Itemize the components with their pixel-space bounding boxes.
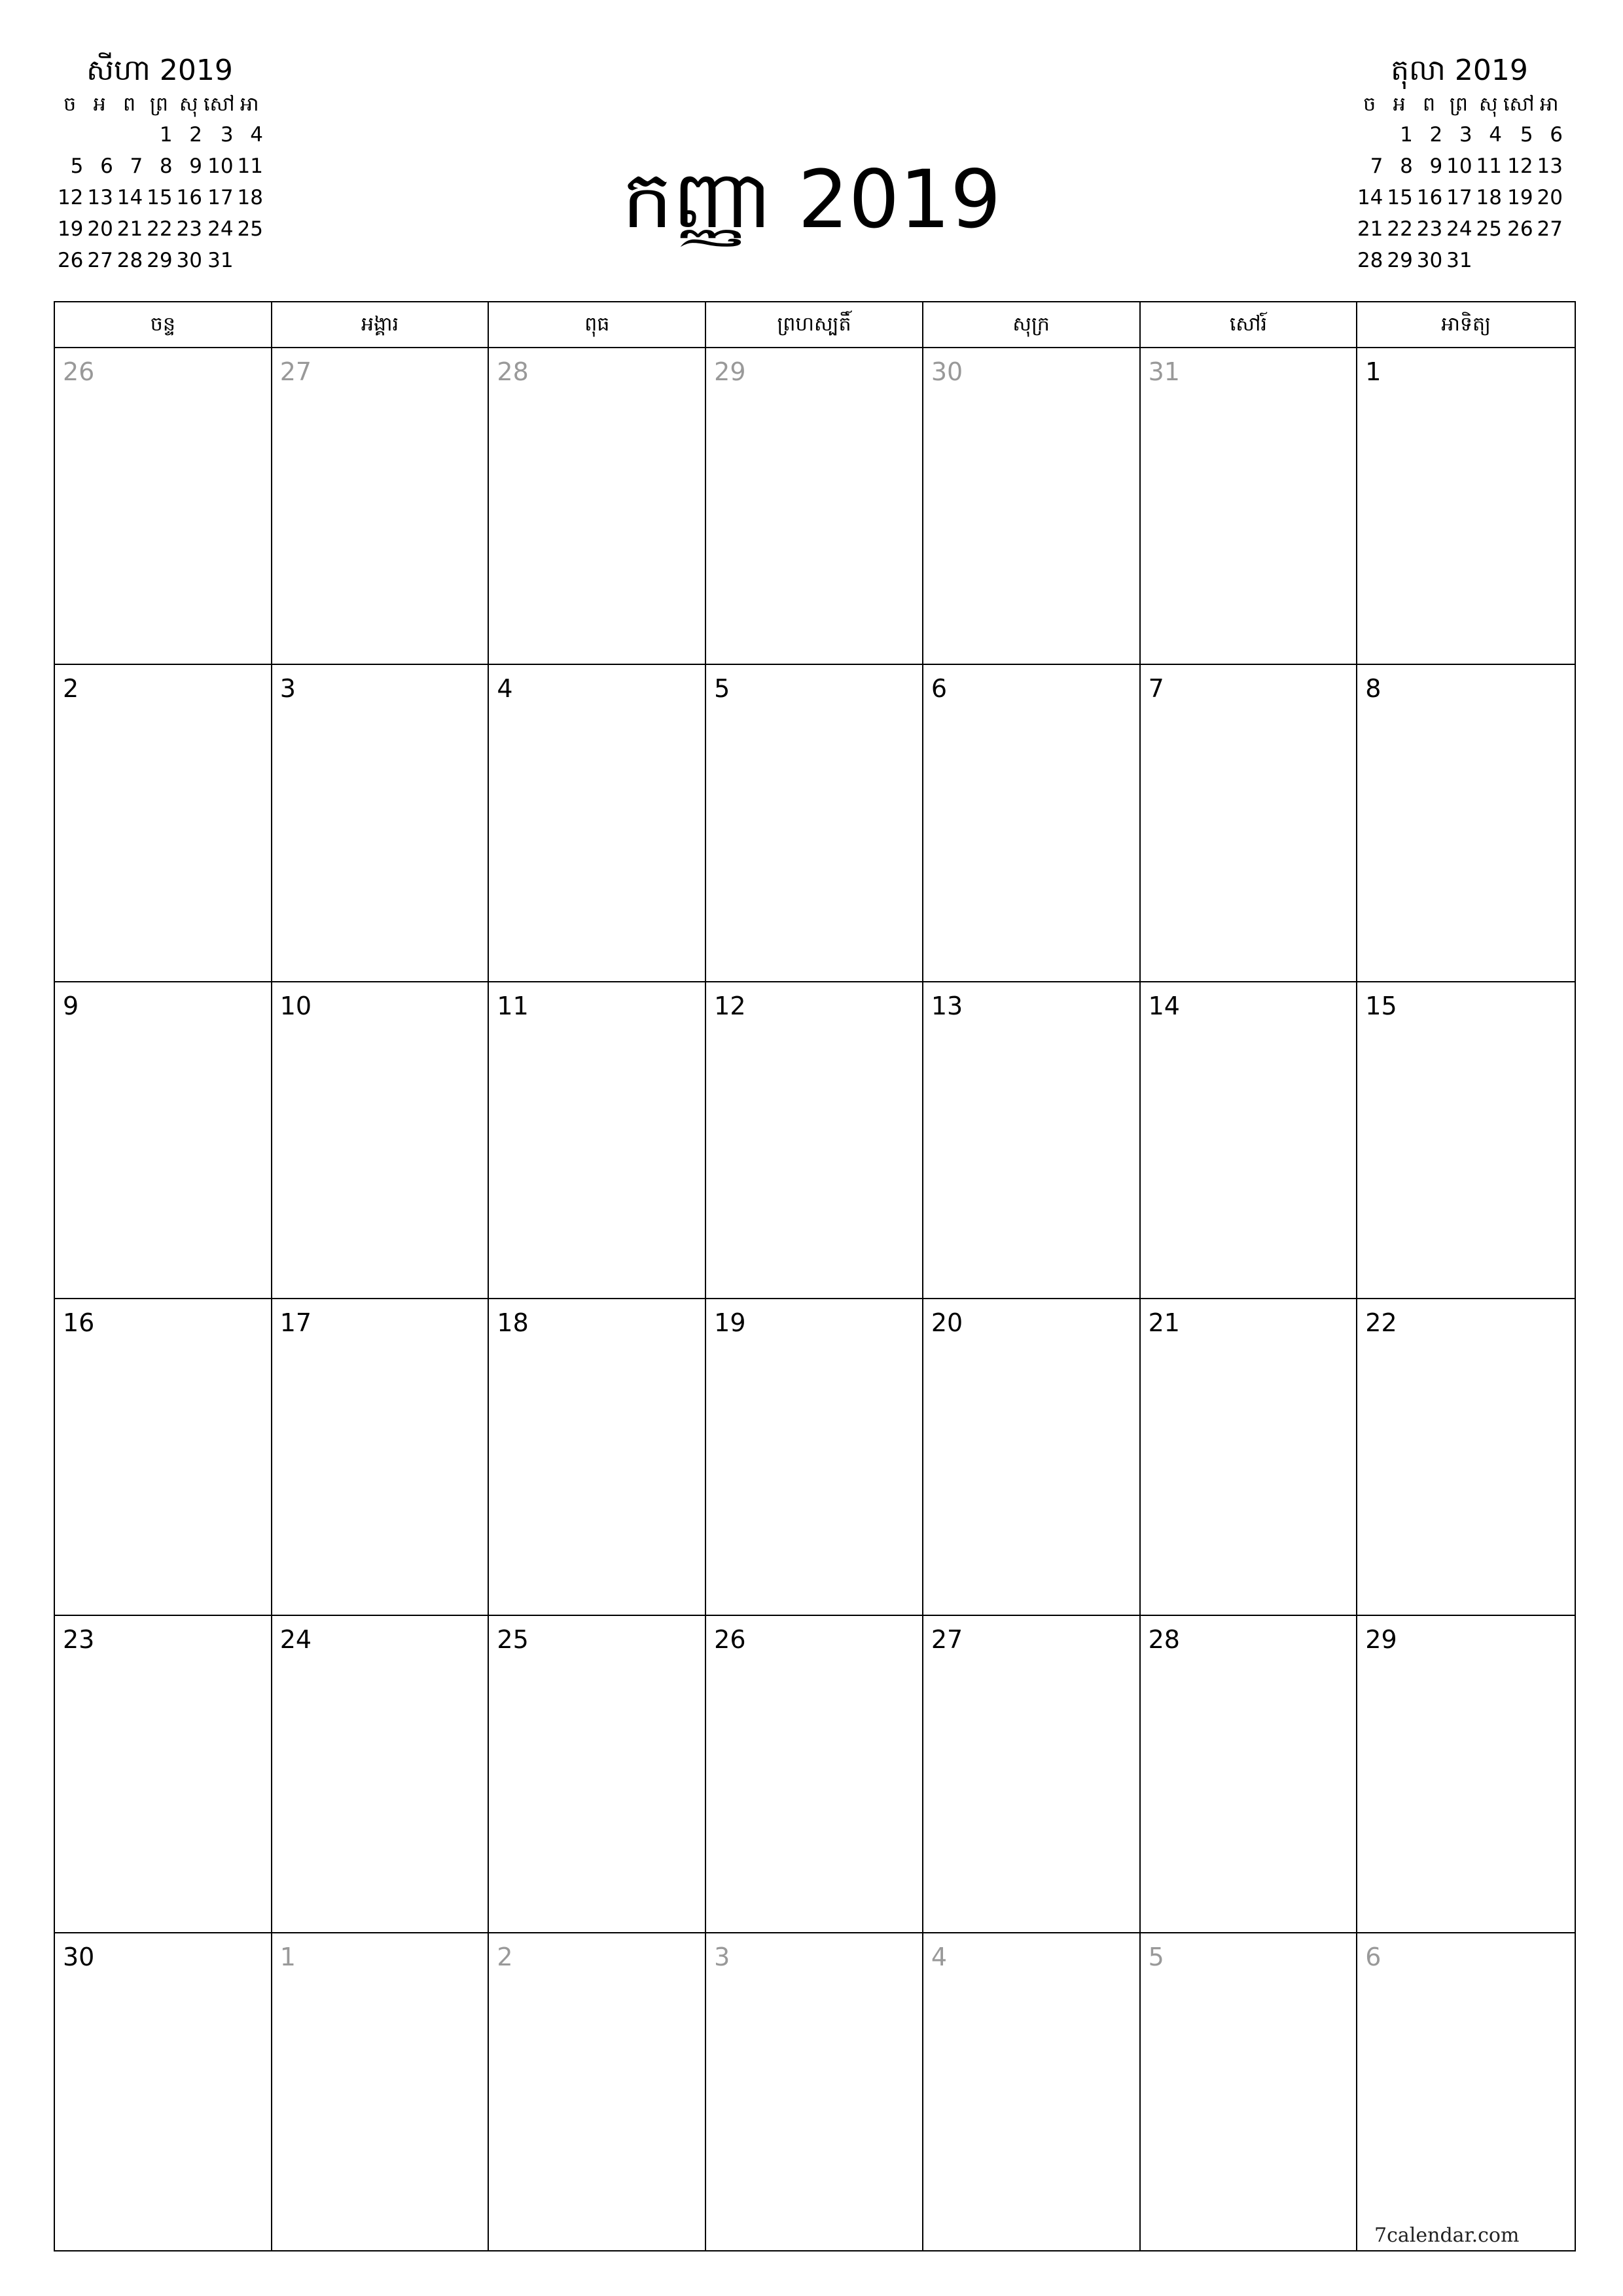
day-cell[interactable] bbox=[489, 1933, 706, 2250]
day-cell[interactable] bbox=[1357, 1933, 1575, 2250]
mini-day: 15 bbox=[147, 186, 173, 209]
mini-day bbox=[1355, 119, 1384, 151]
mini-day: 23 bbox=[176, 217, 202, 241]
mini-day: 7 bbox=[130, 154, 143, 178]
day-cell[interactable] bbox=[923, 1616, 1141, 1933]
mini-weekday-header: ព bbox=[1422, 93, 1436, 116]
day-cell[interactable] bbox=[923, 665, 1141, 982]
mini-day: 7 bbox=[1370, 154, 1383, 178]
mini-day: 24 bbox=[207, 217, 234, 241]
mini-day: 30 bbox=[176, 249, 202, 272]
day-cell[interactable] bbox=[1357, 665, 1575, 982]
weekday-header: ព្រហស្បតិ៍ bbox=[706, 302, 923, 348]
day-number: 8 bbox=[1365, 674, 1382, 704]
mini-day: 19 bbox=[1507, 186, 1533, 209]
mini-day: 14 bbox=[116, 186, 143, 209]
mini-day: 22 bbox=[1387, 217, 1413, 241]
mini-day: 18 bbox=[1476, 186, 1502, 209]
weekday-header: អង្គារ bbox=[272, 302, 490, 348]
day-number: 5 bbox=[1148, 1942, 1164, 1971]
day-number: 29 bbox=[1365, 1625, 1397, 1655]
mini-day: 27 bbox=[1537, 217, 1563, 241]
mini-weekday-header: សៅ bbox=[1503, 93, 1535, 116]
day-number: 29 bbox=[714, 357, 746, 386]
mini-day: 29 bbox=[147, 249, 173, 272]
mini-day: 25 bbox=[1476, 217, 1502, 241]
day-cell[interactable] bbox=[706, 1616, 923, 1933]
mini-day: 17 bbox=[207, 186, 234, 209]
day-number: 25 bbox=[497, 1625, 529, 1655]
day-cell[interactable] bbox=[489, 1616, 706, 1933]
day-number: 12 bbox=[714, 991, 746, 1020]
mini-weekday-header: អ bbox=[1393, 93, 1406, 116]
day-number: 21 bbox=[1148, 1308, 1180, 1337]
day-cell[interactable] bbox=[55, 1299, 272, 1616]
day-number: 15 bbox=[1365, 991, 1397, 1020]
day-cell[interactable] bbox=[1141, 1299, 1358, 1616]
day-cell[interactable] bbox=[489, 982, 706, 1299]
mini-day bbox=[1503, 245, 1535, 276]
day-number: 3 bbox=[714, 1942, 730, 1971]
mini-day: 10 bbox=[1446, 154, 1472, 178]
mini-calendar-grid bbox=[1355, 90, 1564, 276]
mini-calendar-title: តុលា 2019 bbox=[1391, 54, 1528, 87]
day-number: 17 bbox=[279, 1308, 312, 1337]
mini-day: 9 bbox=[1429, 154, 1443, 178]
day-cell[interactable] bbox=[1141, 1616, 1358, 1933]
mini-day: 21 bbox=[116, 217, 143, 241]
day-cell[interactable] bbox=[272, 1616, 490, 1933]
day-number: 1 bbox=[279, 1942, 296, 1971]
day-number: 27 bbox=[931, 1625, 963, 1655]
mini-calendar-grid bbox=[55, 90, 264, 276]
day-number: 13 bbox=[931, 991, 963, 1020]
day-cell[interactable] bbox=[706, 665, 923, 982]
mini-day: 11 bbox=[237, 154, 263, 178]
mini-day: 19 bbox=[57, 217, 84, 241]
day-cell[interactable] bbox=[489, 665, 706, 982]
mini-day bbox=[1535, 245, 1564, 276]
mini-day: 3 bbox=[1459, 123, 1472, 147]
mini-day: 28 bbox=[1357, 249, 1383, 272]
mini-day: 17 bbox=[1446, 186, 1472, 209]
mini-day: 26 bbox=[1507, 217, 1533, 241]
mini-day: 28 bbox=[116, 249, 143, 272]
mini-day bbox=[1474, 245, 1503, 276]
day-number: 19 bbox=[714, 1308, 746, 1337]
day-cell[interactable] bbox=[706, 982, 923, 1299]
mini-day: 20 bbox=[87, 217, 113, 241]
day-cell[interactable] bbox=[706, 348, 923, 665]
day-cell[interactable] bbox=[489, 348, 706, 665]
mini-weekday-header: ច bbox=[63, 93, 77, 116]
day-cell[interactable] bbox=[923, 1933, 1141, 2250]
mini-day: 12 bbox=[1507, 154, 1533, 178]
mini-day: 21 bbox=[1357, 217, 1383, 241]
mini-day: 14 bbox=[1357, 186, 1383, 209]
mini-day: 16 bbox=[1416, 186, 1443, 209]
day-number: 6 bbox=[1365, 1942, 1382, 1971]
day-number: 22 bbox=[1365, 1308, 1397, 1337]
day-number: 1 bbox=[1365, 357, 1382, 386]
weekday-header: អាទិត្យ bbox=[1357, 302, 1575, 348]
mini-day: 29 bbox=[1387, 249, 1413, 272]
mini-day: 12 bbox=[57, 186, 84, 209]
day-cell[interactable] bbox=[272, 348, 490, 665]
mini-day: 31 bbox=[1446, 249, 1472, 272]
day-cell[interactable] bbox=[923, 1299, 1141, 1616]
day-cell[interactable] bbox=[272, 1933, 490, 2250]
day-number: 2 bbox=[63, 674, 79, 704]
mini-day: 5 bbox=[70, 154, 84, 178]
mini-day: 30 bbox=[1416, 249, 1443, 272]
day-number: 14 bbox=[1148, 991, 1180, 1020]
mini-day: 22 bbox=[147, 217, 173, 241]
mini-day: 13 bbox=[1537, 154, 1563, 178]
day-number: 20 bbox=[931, 1308, 963, 1337]
mini-weekday-header: អា bbox=[1540, 93, 1559, 116]
mini-weekday-header: ព bbox=[122, 93, 136, 116]
mini-weekday-header: សៅ bbox=[203, 93, 235, 116]
mini-day: 2 bbox=[189, 123, 202, 147]
day-cell[interactable] bbox=[1141, 348, 1358, 665]
mini-day bbox=[84, 119, 114, 151]
mini-day: 13 bbox=[87, 186, 113, 209]
mini-day: 6 bbox=[1550, 123, 1563, 147]
day-number: 23 bbox=[63, 1625, 95, 1655]
mini-day: 18 bbox=[237, 186, 263, 209]
mini-day: 5 bbox=[1520, 123, 1533, 147]
day-cell[interactable] bbox=[272, 1299, 490, 1616]
day-cell[interactable] bbox=[1141, 982, 1358, 1299]
day-number: 5 bbox=[714, 674, 730, 704]
watermark: 7calendar.com bbox=[1374, 2224, 1520, 2247]
weekday-header: ចន្ទ bbox=[55, 302, 272, 348]
day-number: 4 bbox=[931, 1942, 948, 1971]
mini-day: 23 bbox=[1416, 217, 1443, 241]
day-cell[interactable] bbox=[1141, 1933, 1358, 2250]
day-number: 10 bbox=[279, 991, 312, 1020]
mini-day: 1 bbox=[159, 123, 173, 147]
mini-day bbox=[235, 245, 264, 276]
mini-weekday-header: អា bbox=[240, 93, 259, 116]
mini-day: 10 bbox=[207, 154, 234, 178]
day-cell[interactable] bbox=[1357, 1616, 1575, 1933]
day-number: 9 bbox=[63, 991, 79, 1020]
mini-weekday-header: ព្រ bbox=[1449, 93, 1468, 116]
mini-day: 25 bbox=[237, 217, 263, 241]
mini-weekday-header: សុ bbox=[1479, 93, 1498, 116]
mini-day bbox=[55, 119, 84, 151]
day-number: 7 bbox=[1148, 674, 1164, 704]
day-number: 30 bbox=[931, 357, 963, 386]
day-number: 28 bbox=[1148, 1625, 1180, 1655]
mini-weekday-header: ព្រ bbox=[149, 93, 168, 116]
day-cell[interactable] bbox=[272, 665, 490, 982]
page-title: កញ្ញា 2019 bbox=[622, 153, 1001, 246]
weekday-header: ពុធ bbox=[489, 302, 706, 348]
day-cell[interactable] bbox=[1141, 665, 1358, 982]
day-number: 26 bbox=[714, 1625, 746, 1655]
day-cell[interactable] bbox=[489, 1299, 706, 1616]
day-cell[interactable] bbox=[55, 1616, 272, 1933]
mini-day: 15 bbox=[1387, 186, 1413, 209]
day-cell[interactable] bbox=[706, 1933, 923, 2250]
day-cell[interactable] bbox=[55, 982, 272, 1299]
mini-weekday-header: អ bbox=[93, 93, 106, 116]
day-number: 6 bbox=[931, 674, 948, 704]
day-cell[interactable] bbox=[1357, 1299, 1575, 1616]
day-number: 11 bbox=[497, 991, 529, 1020]
mini-day: 8 bbox=[1400, 154, 1413, 178]
mini-day: 20 bbox=[1537, 186, 1563, 209]
mini-day: 31 bbox=[207, 249, 234, 272]
day-number: 24 bbox=[279, 1625, 312, 1655]
day-cell[interactable] bbox=[1357, 982, 1575, 1299]
mini-day: 9 bbox=[189, 154, 202, 178]
mini-day: 27 bbox=[87, 249, 113, 272]
day-cell[interactable] bbox=[1357, 348, 1575, 665]
day-number: 26 bbox=[63, 357, 95, 386]
mini-day: 4 bbox=[1489, 123, 1502, 147]
day-number: 28 bbox=[497, 357, 529, 386]
weekday-header: សៅរ៍ bbox=[1141, 302, 1358, 348]
day-cell[interactable] bbox=[923, 348, 1141, 665]
day-number: 3 bbox=[279, 674, 296, 704]
month-grid bbox=[54, 301, 1576, 2251]
mini-day: 4 bbox=[250, 123, 263, 147]
mini-day: 16 bbox=[176, 186, 202, 209]
day-number: 31 bbox=[1148, 357, 1180, 386]
day-number: 18 bbox=[497, 1308, 529, 1337]
day-cell[interactable] bbox=[272, 982, 490, 1299]
day-cell[interactable] bbox=[55, 665, 272, 982]
mini-calendar-title: សីហា 2019 bbox=[86, 54, 233, 87]
mini-day: 3 bbox=[220, 123, 234, 147]
mini-calendar-previous bbox=[55, 51, 264, 276]
day-cell[interactable] bbox=[706, 1299, 923, 1616]
mini-day: 11 bbox=[1476, 154, 1502, 178]
day-number: 2 bbox=[497, 1942, 513, 1971]
day-number: 30 bbox=[63, 1942, 95, 1971]
mini-weekday-header: ច bbox=[1363, 93, 1376, 116]
day-cell[interactable] bbox=[923, 982, 1141, 1299]
mini-calendar-next bbox=[1355, 51, 1564, 276]
day-number: 4 bbox=[497, 674, 513, 704]
weekday-header: សុក្រ bbox=[923, 302, 1141, 348]
day-number: 16 bbox=[63, 1308, 95, 1337]
mini-day: 24 bbox=[1446, 217, 1472, 241]
mini-day: 26 bbox=[57, 249, 84, 272]
day-cell[interactable] bbox=[55, 1933, 272, 2250]
mini-day: 2 bbox=[1429, 123, 1443, 147]
day-number: 27 bbox=[279, 357, 312, 386]
mini-day: 8 bbox=[159, 154, 173, 178]
day-cell[interactable] bbox=[55, 348, 272, 665]
mini-day: 1 bbox=[1400, 123, 1413, 147]
mini-weekday-header: សុ bbox=[179, 93, 198, 116]
mini-day bbox=[115, 119, 144, 151]
mini-day: 6 bbox=[100, 154, 113, 178]
